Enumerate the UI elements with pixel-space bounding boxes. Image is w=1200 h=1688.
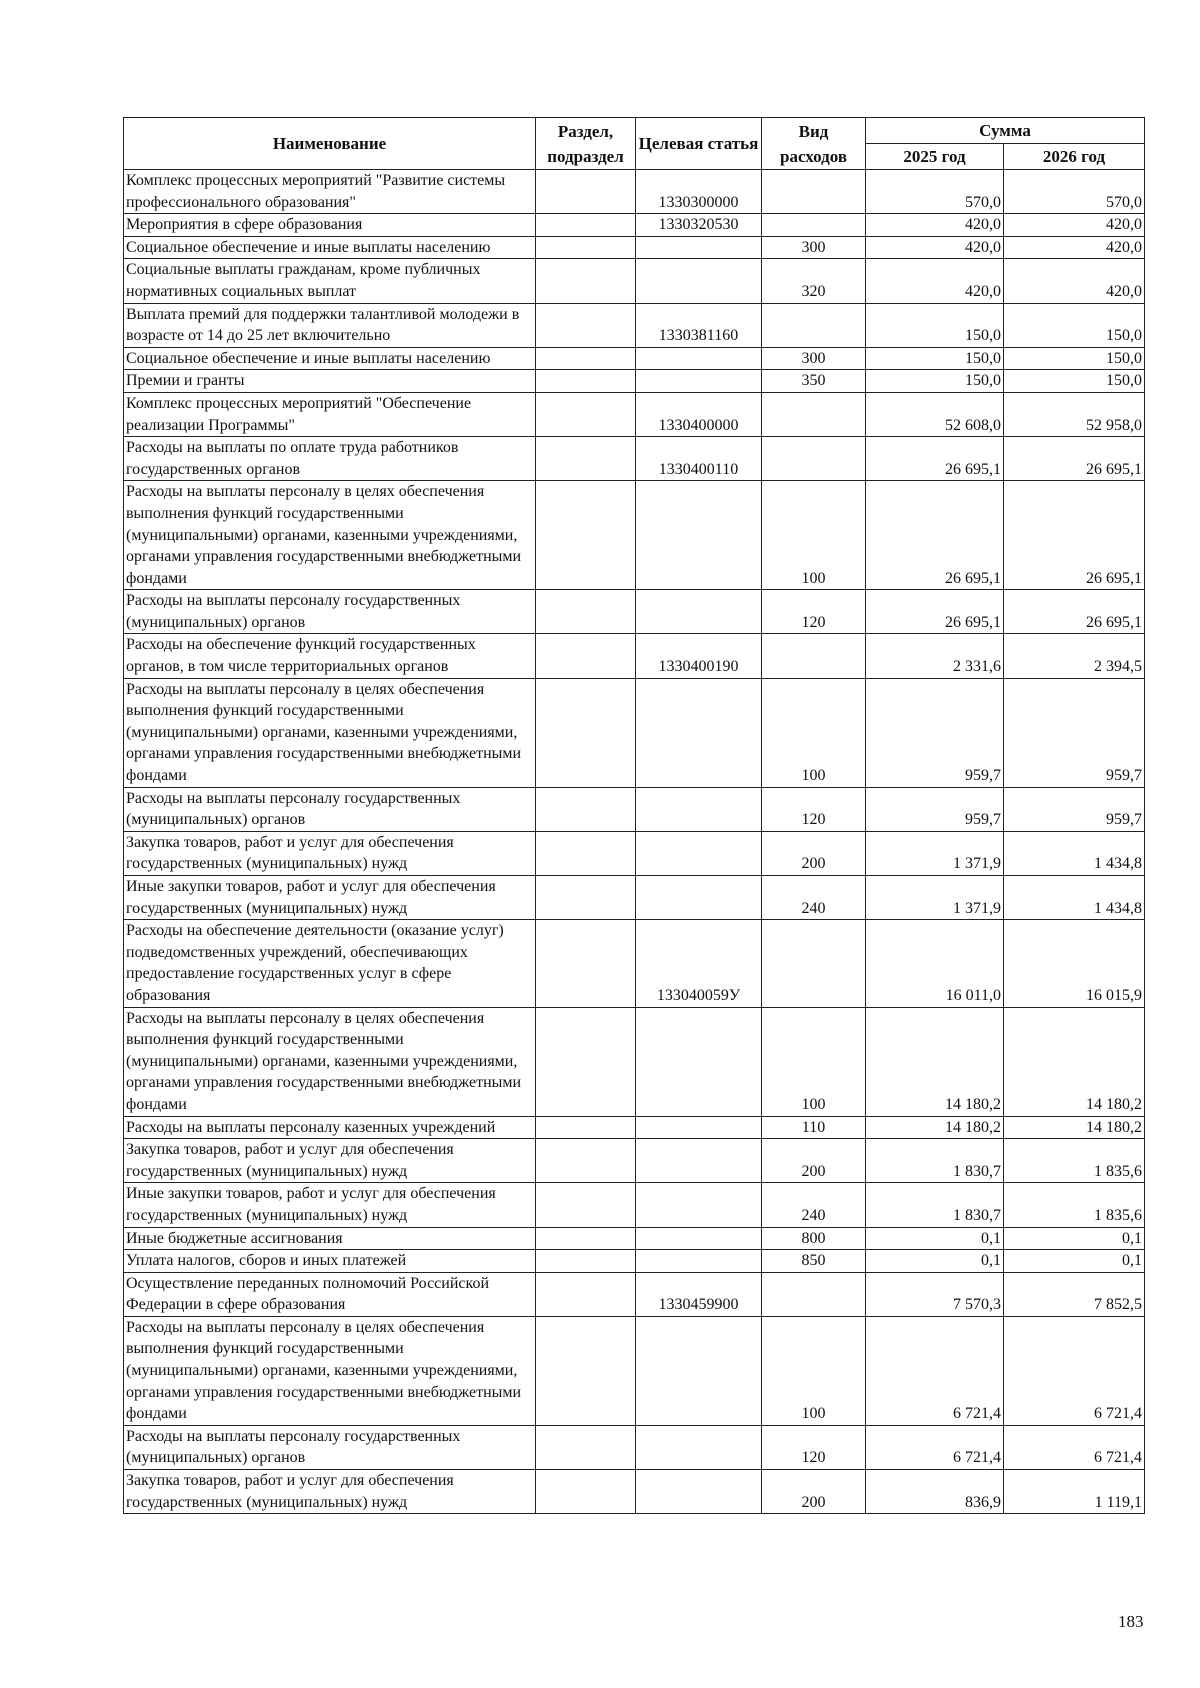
cell-name: Мероприятия в сфере образования [124,214,536,237]
cell-name: Социальные выплаты гражданам, кроме публичных нормативных социальных выплат [124,259,536,303]
cell-name: Закупка товаров, работ и услуг для обеспечения государственных (муниципальных) нужд [124,831,536,875]
cell-razdel [536,1139,636,1183]
cell-name: Иные закупки товаров, работ и услуг для обеспечения государственных (муниципальных) нужд [124,1183,536,1227]
page-number: 183 [1118,1612,1144,1631]
cell-vid [762,392,866,436]
table-row [124,392,1145,436]
cell-sum-2026: 16 015,9 [1004,920,1145,1007]
cell-celevaya [636,1116,762,1139]
cell-sum-2026: 6 721,4 [1004,1425,1145,1469]
cell-vid: 300 [762,347,866,370]
cell-razdel [536,1272,636,1316]
cell-vid: 200 [762,1139,866,1183]
cell-razdel [536,437,636,481]
cell-sum-2025: 14 180,2 [866,1007,1004,1116]
cell-razdel [536,1250,636,1273]
cell-vid [762,170,866,214]
cell-sum-2026: 1 835,6 [1004,1183,1145,1227]
cell-razdel [536,787,636,831]
table-row [124,1227,1145,1250]
header-celevaya: Целевая статья [636,118,762,170]
cell-celevaya [636,876,762,920]
cell-celevaya [636,1316,762,1425]
cell-vid: 120 [762,1425,866,1469]
cell-vid: 120 [762,787,866,831]
table-row [124,787,1145,831]
cell-sum-2026: 14 180,2 [1004,1007,1145,1116]
cell-vid: 200 [762,831,866,875]
cell-razdel [536,590,636,634]
cell-name: Социальное обеспечение и иные выплаты населению [124,236,536,259]
cell-name: Премии и гранты [124,370,536,393]
cell-sum-2026: 420,0 [1004,214,1145,237]
cell-celevaya: 133040059У [636,920,762,1007]
cell-sum-2026: 570,0 [1004,170,1145,214]
cell-sum-2026: 26 695,1 [1004,481,1145,590]
table-row [124,259,1145,303]
cell-sum-2025: 16 011,0 [866,920,1004,1007]
cell-vid: 110 [762,1116,866,1139]
cell-celevaya [636,1139,762,1183]
cell-vid: 300 [762,236,866,259]
cell-sum-2025: 7 570,3 [866,1272,1004,1316]
table-row [124,876,1145,920]
cell-razdel [536,481,636,590]
cell-celevaya: 1330381160 [636,303,762,347]
cell-sum-2026: 14 180,2 [1004,1116,1145,1139]
cell-razdel [536,678,636,787]
cell-vid [762,920,866,1007]
cell-vid: 100 [762,481,866,590]
cell-name: Расходы на выплаты персоналу государственных (муниципальных) органов [124,787,536,831]
cell-celevaya [636,678,762,787]
table-body [124,170,1145,1514]
cell-name: Расходы на выплаты персоналу в целях обеспечения выполнения функций государственными (муниципальными) органами, казенными учреждениями, органами управления государственными внебюджетными фондами [124,481,536,590]
table-row [124,170,1145,214]
cell-celevaya [636,1183,762,1227]
table-row [124,1250,1145,1273]
table-row [124,831,1145,875]
table-row [124,303,1145,347]
cell-razdel [536,1425,636,1469]
cell-celevaya: 1330300000 [636,170,762,214]
budget-table [123,117,1145,1514]
cell-celevaya: 1330459900 [636,1272,762,1316]
cell-celevaya [636,1425,762,1469]
cell-name: Расходы на выплаты персоналу государственных (муниципальных) органов [124,590,536,634]
cell-celevaya [636,259,762,303]
cell-sum-2026: 420,0 [1004,236,1145,259]
cell-vid: 200 [762,1470,866,1514]
cell-sum-2025: 1 371,9 [866,831,1004,875]
cell-name: Расходы на выплаты персоналу казенных учреждений [124,1116,536,1139]
header-row-top [124,118,1145,144]
table-row [124,1316,1145,1425]
cell-name: Социальное обеспечение и иные выплаты населению [124,347,536,370]
cell-sum-2026: 2 394,5 [1004,634,1145,678]
cell-sum-2025: 150,0 [866,347,1004,370]
budget-table-page [123,117,1144,1514]
cell-name: Осуществление переданных полномочий Российской Федерации в сфере образования [124,1272,536,1316]
cell-sum-2026: 52 958,0 [1004,392,1145,436]
cell-sum-2026: 150,0 [1004,347,1145,370]
cell-razdel [536,1316,636,1425]
cell-name: Иные закупки товаров, работ и услуг для обеспечения государственных (муниципальных) нужд [124,876,536,920]
cell-vid: 800 [762,1227,866,1250]
cell-sum-2025: 150,0 [866,370,1004,393]
cell-razdel [536,1007,636,1116]
cell-razdel [536,170,636,214]
cell-razdel [536,347,636,370]
table-row [124,678,1145,787]
cell-sum-2025: 959,7 [866,787,1004,831]
cell-sum-2026: 6 721,4 [1004,1316,1145,1425]
cell-vid: 240 [762,876,866,920]
cell-sum-2026: 0,1 [1004,1227,1145,1250]
cell-sum-2026: 420,0 [1004,259,1145,303]
table-row [124,1425,1145,1469]
cell-razdel [536,1227,636,1250]
cell-celevaya [636,347,762,370]
cell-vid: 120 [762,590,866,634]
cell-celevaya [636,590,762,634]
cell-vid [762,214,866,237]
table-row [124,437,1145,481]
cell-sum-2026: 1 434,8 [1004,876,1145,920]
table-row [124,920,1145,1007]
cell-sum-2026: 1 119,1 [1004,1470,1145,1514]
cell-vid: 100 [762,1007,866,1116]
cell-sum-2026: 959,7 [1004,678,1145,787]
cell-celevaya [636,831,762,875]
cell-sum-2025: 959,7 [866,678,1004,787]
cell-name: Расходы на обеспечение функций государственных органов, в том числе территориальных органов [124,634,536,678]
cell-vid: 850 [762,1250,866,1273]
cell-vid: 100 [762,1316,866,1425]
cell-razdel [536,214,636,237]
cell-razdel [536,392,636,436]
cell-razdel [536,876,636,920]
cell-sum-2025: 26 695,1 [866,590,1004,634]
cell-vid: 350 [762,370,866,393]
cell-celevaya [636,236,762,259]
cell-name: Комплекс процессных мероприятий "Развитие системы профессионального образования" [124,170,536,214]
cell-sum-2025: 2 331,6 [866,634,1004,678]
cell-sum-2026: 26 695,1 [1004,437,1145,481]
cell-vid: 240 [762,1183,866,1227]
cell-razdel [536,1470,636,1514]
cell-vid [762,1272,866,1316]
cell-vid [762,303,866,347]
cell-vid: 100 [762,678,866,787]
cell-vid [762,634,866,678]
cell-sum-2025: 1 830,7 [866,1183,1004,1227]
cell-name: Закупка товаров, работ и услуг для обеспечения государственных (муниципальных) нужд [124,1139,536,1183]
cell-razdel [536,1116,636,1139]
header-2026: 2026 год [1004,144,1145,170]
table-row [124,1139,1145,1183]
cell-sum-2025: 1 371,9 [866,876,1004,920]
cell-sum-2025: 0,1 [866,1227,1004,1250]
table-row [124,1007,1145,1116]
cell-sum-2026: 959,7 [1004,787,1145,831]
cell-name: Расходы на выплаты персоналу в целях обеспечения выполнения функций государственными (муниципальными) органами, казенными учреждениями, органами управления государственными внебюджетными фондами [124,678,536,787]
cell-name: Комплекс процессных мероприятий "Обеспечение реализации Программы" [124,392,536,436]
header-summa: Сумма [866,118,1145,144]
cell-sum-2025: 420,0 [866,214,1004,237]
cell-razdel [536,236,636,259]
header-name: Наименование [124,118,536,170]
cell-sum-2026: 1 434,8 [1004,831,1145,875]
table-row [124,590,1145,634]
cell-vid: 320 [762,259,866,303]
cell-razdel [536,303,636,347]
cell-sum-2025: 26 695,1 [866,481,1004,590]
table-row [124,1116,1145,1139]
cell-razdel [536,259,636,303]
header-vid: Вид расходов [762,118,866,170]
cell-sum-2026: 150,0 [1004,303,1145,347]
cell-celevaya [636,787,762,831]
cell-sum-2025: 570,0 [866,170,1004,214]
cell-razdel [536,1183,636,1227]
cell-sum-2025: 26 695,1 [866,437,1004,481]
cell-name: Расходы на обеспечение деятельности (оказание услуг) подведомственных учреждений, обеспечивающих предоставление государственных услуг в сфере образования [124,920,536,1007]
cell-sum-2025: 1 830,7 [866,1139,1004,1183]
cell-sum-2026: 7 852,5 [1004,1272,1145,1316]
header-razdel: Раздел, подраздел [536,118,636,170]
table-row [124,347,1145,370]
cell-sum-2025: 420,0 [866,259,1004,303]
cell-name: Иные бюджетные ассигнования [124,1227,536,1250]
cell-celevaya: 1330400110 [636,437,762,481]
cell-celevaya [636,370,762,393]
cell-sum-2025: 52 608,0 [866,392,1004,436]
cell-sum-2025: 0,1 [866,1250,1004,1273]
cell-celevaya [636,481,762,590]
cell-celevaya [636,1250,762,1273]
cell-celevaya: 1330320530 [636,214,762,237]
table-row [124,214,1145,237]
cell-name: Расходы на выплаты персоналу в целях обеспечения выполнения функций государственными (муниципальными) органами, казенными учреждениями, органами управления государственными внебюджетными фондами [124,1007,536,1116]
cell-sum-2025: 420,0 [866,236,1004,259]
cell-sum-2025: 14 180,2 [866,1116,1004,1139]
table-row [124,1470,1145,1514]
cell-celevaya: 1330400190 [636,634,762,678]
table-row [124,634,1145,678]
cell-sum-2025: 150,0 [866,303,1004,347]
cell-razdel [536,920,636,1007]
cell-vid [762,437,866,481]
cell-sum-2025: 6 721,4 [866,1316,1004,1425]
cell-name: Расходы на выплаты персоналу в целях обеспечения выполнения функций государственными (муниципальными) органами, казенными учреждениями, органами управления государственными внебюджетными фондами [124,1316,536,1425]
table-row [124,1183,1145,1227]
cell-sum-2025: 6 721,4 [866,1425,1004,1469]
cell-sum-2025: 836,9 [866,1470,1004,1514]
cell-name: Выплата премий для поддержки талантливой молодежи в возрасте от 14 до 25 лет включительно [124,303,536,347]
table-row [124,1272,1145,1316]
cell-sum-2026: 26 695,1 [1004,590,1145,634]
cell-celevaya [636,1470,762,1514]
cell-sum-2026: 0,1 [1004,1250,1145,1273]
table-row [124,370,1145,393]
cell-name: Расходы на выплаты по оплате труда работников государственных органов [124,437,536,481]
cell-celevaya [636,1227,762,1250]
header-2025: 2025 год [866,144,1004,170]
cell-razdel [536,634,636,678]
cell-sum-2026: 150,0 [1004,370,1145,393]
cell-razdel [536,370,636,393]
cell-name: Расходы на выплаты персоналу государственных (муниципальных) органов [124,1425,536,1469]
cell-celevaya: 1330400000 [636,392,762,436]
cell-name: Закупка товаров, работ и услуг для обеспечения государственных (муниципальных) нужд [124,1470,536,1514]
table-row [124,481,1145,590]
cell-razdel [536,831,636,875]
cell-celevaya [636,1007,762,1116]
table-row [124,236,1145,259]
cell-name: Уплата налогов, сборов и иных платежей [124,1250,536,1273]
cell-sum-2026: 1 835,6 [1004,1139,1145,1183]
